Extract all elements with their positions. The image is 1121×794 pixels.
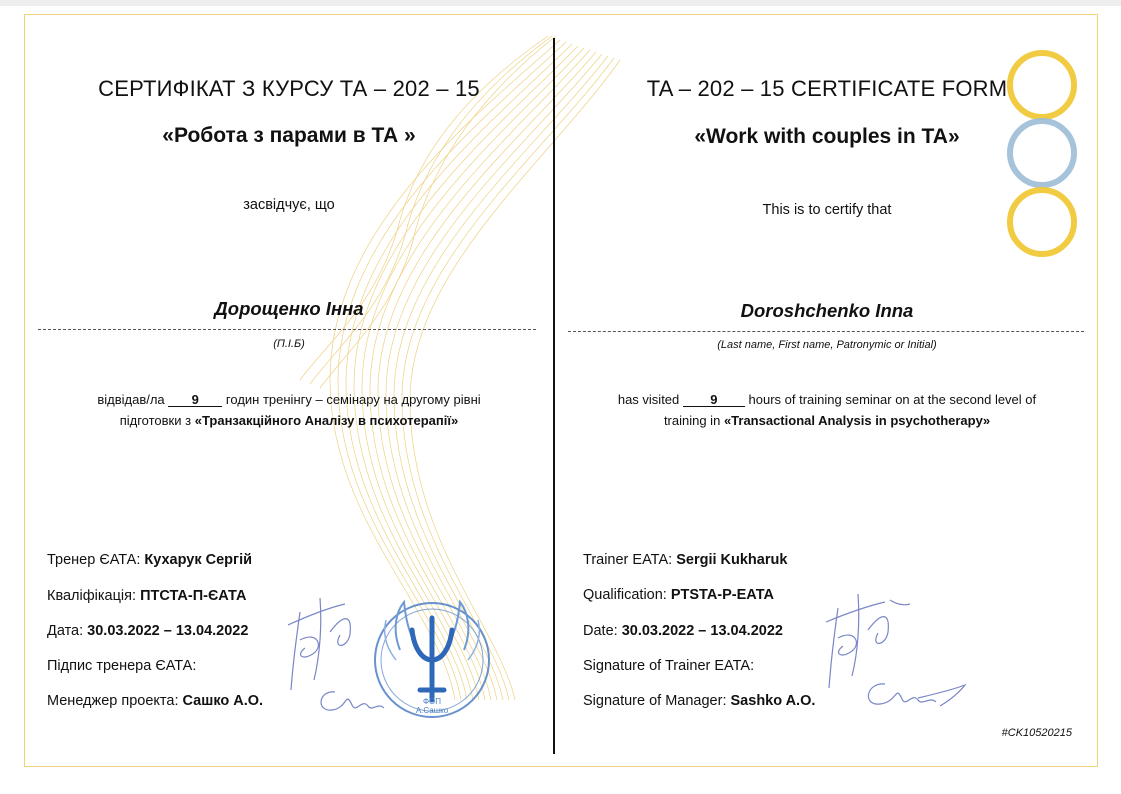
certificate-title: СЕРТИФІКАТ З КУРСУ ТА – 202 – 15 [98,76,480,101]
left-panel-ukrainian [30,0,548,794]
trainer-label: Тренер ЄАТА: [47,552,141,568]
name-dotted-line-en [568,331,1084,332]
name-caption-en: (Last name, First name, Patronymic or Initial) [717,339,937,351]
signature-field-en [583,658,754,674]
signature-field [47,658,196,674]
stamp-text-line1: ФОП [422,697,442,706]
name-dotted-line [38,329,536,330]
hours-value-en: 9 [683,393,745,407]
date-label: Дата: [47,623,84,639]
qualification-field-en [583,587,774,603]
date-value-en: 30.03.2022 – 13.04.2022 [621,623,783,639]
manager-value-en: Sashko A.O. [730,693,816,709]
trainer-field-en [583,552,787,568]
name-caption: (П.І.Б) [273,338,305,350]
certificate-title-en: TA – 202 – 15 CERTIFICATE FORM [646,76,1008,101]
manager-label-en: Signature of Manager: [583,693,727,709]
attendance-line-en [562,392,1092,407]
manager-field [47,693,263,709]
serial-number: #CK10520215 [1001,727,1072,739]
qualification-value: ПТСТА-П-ЄАТА [140,588,247,604]
date-label-en: Date: [583,623,618,639]
attendance-prefix-en: has visited [617,392,680,407]
qualification-value-en: PTSTA-P-EATA [670,587,774,603]
trainer-label-en: Trainer EATA: [583,552,673,568]
center-divider [553,38,555,754]
trainer-value: Кухарук Сергій [144,552,253,568]
qualification-field [47,588,246,604]
course-subtitle: «Робота з парами в ТА » [162,124,416,147]
manager-field-en [583,693,815,709]
participant-name-en: Doroshchenko Inna [740,300,914,321]
right-panel-english [562,0,1092,794]
certify-text-en: This is to certify that [762,202,892,218]
training-prefix: підготовки з [119,413,192,428]
stamp-text-line2: А.Сашко [415,706,449,715]
attendance-suffix: годин тренінгу – семінару на другому рівні [225,392,481,407]
manager-label: Менеджер проекта: [47,693,179,709]
training-prefix-en: training in [663,413,721,428]
signature-label: Підпис тренера ЄАТА: [47,658,197,674]
qualification-label: Кваліфікація: [47,588,137,604]
signature-label-en: Signature of Trainer EATA: [583,658,755,674]
trainer-field [47,552,252,568]
attendance-suffix-en: hours of training seminar on at the second level of [748,392,1037,407]
course-subtitle-en: «Work with couples in TA» [694,125,960,148]
attendance-line [30,392,548,407]
date-field-en [583,623,783,639]
qualification-label-en: Qualification: [583,587,667,603]
training-course-en: «Transactional Analysis in psychotherapy» [723,413,991,428]
stamp-text [398,697,466,715]
manager-value: Сашко А.О. [182,693,264,709]
date-value: 30.03.2022 – 13.04.2022 [87,623,249,639]
training-course: «Транзакційного Аналізу в психотерапії» [194,413,459,428]
certify-text: засвідчує, що [243,197,335,213]
trainer-value-en: Sergii Kukharuk [676,552,788,568]
training-line-en [562,413,1092,428]
attendance-prefix: відвідав/ла [97,392,165,407]
date-field [47,623,248,639]
participant-name: Дорощенко Інна [214,298,364,319]
training-line [30,413,548,428]
hours-value: 9 [168,393,222,407]
